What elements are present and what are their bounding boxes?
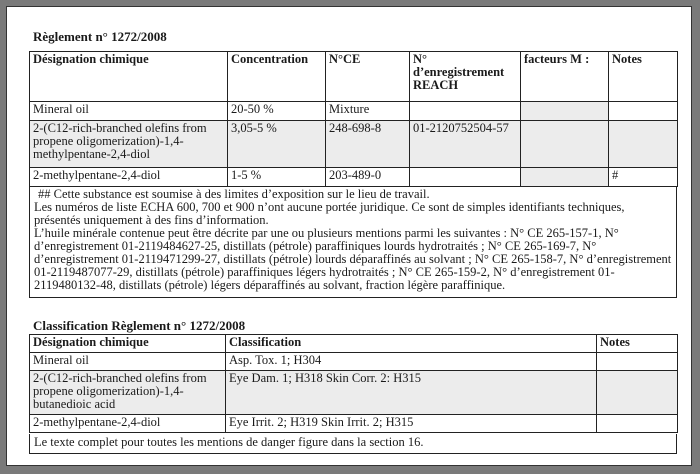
header-chemical-name: Désignation chimique (30, 335, 226, 353)
cell-chemical-name: Mineral oil (30, 102, 228, 121)
cell-concentration: 1-5 % (228, 168, 326, 187)
cell-chemical-name: 2-(C12-rich-branched olefins from propene oligomerization)-1,4-methylpentane-2,4-diol (30, 121, 228, 168)
cell-classification: Asp. Tox. 1; H304 (226, 353, 597, 371)
footnote-exposure-limits: ## Cette substance est soumise à des limites d’exposition sur le lieu de travail. (38, 187, 430, 201)
header-concentration: Concentration (228, 52, 326, 102)
table-header-row (30, 52, 678, 102)
cell-notes (597, 371, 678, 415)
header-ec-number: N°CE (326, 52, 410, 102)
table-row (30, 102, 678, 121)
cell-notes: # (609, 168, 678, 187)
section-title-regulation: Règlement n° 1272/2008 (33, 29, 167, 44)
cell-reach-number (410, 102, 521, 121)
header-reach-number: N° d’enregistrement REACH (410, 52, 521, 102)
header-notes: Notes (609, 52, 678, 102)
footnote-mineral-oil: L’huile minérale contenue peut être décrite par une ou plusieurs mentions parmi les suivantes : N° CE 265-157-1, N° d’enregistrement 01-2119484627-25, distillats (pétrole) paraffiniques lourds hydrotraités ; N° CE 265-169-7, N° d’enregistrement 01-2119471299-27, distillats (pétrole) lourds déparaffinés au solvant ; N° CE 265-158-7, N° d’enregistrement 01-2119487077-29, distillats (pétrole) paraffiniques légers hydrotraités ; N° CE 265-159-2, N° d’enregistrement 01-2119480132-48, distillats (pétrole) légers déparaffinés au solvant, fraction légère paraffinique. (34, 226, 675, 292)
cell-ec-number: 203-489-0 (326, 168, 410, 187)
classification-footnote (29, 434, 677, 454)
composition-table (29, 51, 678, 187)
cell-chemical-name: 2-methylpentane-2,4-diol (30, 168, 228, 187)
cell-chemical-name: 2-methylpentane-2,4-diol (30, 415, 226, 433)
header-m-factors: facteurs M : (521, 52, 609, 102)
composition-footnotes (29, 186, 677, 298)
cell-concentration: 3,05-5 % (228, 121, 326, 168)
table-header-row (30, 335, 678, 353)
header-notes: Notes (597, 335, 678, 353)
footnote-echa-numbers: Les numéros de liste ECHA 600, 700 et 900 n’ont aucune portée juridique. Ce sont de simples identifiants techniques, présentés uniquement à des fins d’information. (34, 200, 628, 227)
table-row (30, 168, 678, 187)
cell-ec-number: Mixture (326, 102, 410, 121)
cell-m-factors (521, 121, 609, 168)
cell-m-factors (521, 168, 609, 187)
footnote-hazard-text: Le texte complet pour toutes les mentions de danger figure dans la section 16. (34, 435, 424, 449)
header-classification: Classification (226, 335, 597, 353)
cell-notes (597, 415, 678, 433)
table-row (30, 415, 678, 433)
cell-classification: Eye Dam. 1; H318 Skin Corr. 2: H315 (226, 371, 597, 415)
section-title-classification: Classification Règlement n° 1272/2008 (33, 318, 246, 333)
document-sheet (6, 6, 692, 466)
cell-reach-number: 01-2120752504-57 (410, 121, 521, 168)
cell-reach-number (410, 168, 521, 187)
cell-concentration: 20-50 % (228, 102, 326, 121)
cell-chemical-name: Mineral oil (30, 353, 226, 371)
cell-classification: Eye Irrit. 2; H319 Skin Irrit. 2; H315 (226, 415, 597, 433)
cell-notes (609, 102, 678, 121)
table-row (30, 371, 678, 415)
cell-notes (597, 353, 678, 371)
table-row (30, 121, 678, 168)
cell-ec-number: 248-698-8 (326, 121, 410, 168)
header-chemical-name: Désignation chimique (30, 52, 228, 102)
cell-m-factors (521, 102, 609, 121)
classification-table (29, 334, 678, 433)
cell-notes (609, 121, 678, 168)
table-row (30, 353, 678, 371)
cell-chemical-name: 2-(C12-rich-branched olefins from propene oligomerization)-1,4-butanedioic acid (30, 371, 226, 415)
